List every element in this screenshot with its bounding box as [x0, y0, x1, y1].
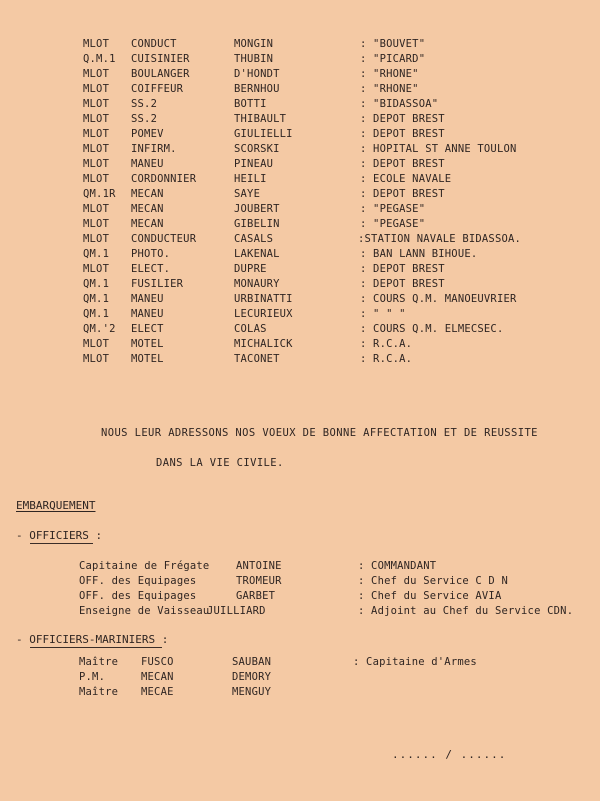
crew-assignment: : R.C.A.: [360, 338, 413, 350]
crew-row: [0, 218, 600, 233]
crew-assignment: : "PICARD": [360, 53, 426, 65]
crew-name: MONAURY: [234, 278, 280, 290]
crew-row: [0, 338, 600, 353]
petty-officer-specialty: FUSCO: [141, 656, 174, 668]
wishes-line-1: NOUS LEUR ADRESSONS NOS VOEUX DE BONNE AFFECTATION ET DE REUSSITE: [101, 427, 538, 439]
crew-assignment: : "RHONE": [360, 83, 419, 95]
crew-name: URBINATTI: [234, 293, 293, 305]
crew-assignment: : "PEGASE": [360, 203, 426, 215]
officer-role: : Chef du Service C D N: [358, 575, 508, 587]
officers-heading: [16, 529, 102, 542]
crew-grade: MLOT: [83, 338, 110, 350]
crew-specialty: COIFFEUR: [131, 83, 184, 95]
crew-specialty: CONDUCTEUR: [131, 233, 197, 245]
officer-rank: OFF. des Equipages: [79, 590, 197, 602]
crew-assignment: : " " ": [360, 308, 406, 320]
crew-assignment: :STATION NAVALE BIDASSOA.: [358, 233, 522, 245]
crew-row: [0, 38, 600, 53]
crew-grade: MLOT: [83, 218, 110, 230]
crew-name: D'HONDT: [234, 68, 280, 80]
crew-specialty: INFIRM.: [131, 143, 177, 155]
crew-specialty: MECAN: [131, 218, 164, 230]
crew-row: [0, 158, 600, 173]
crew-row: [0, 293, 600, 308]
crew-name: TACONET: [234, 353, 280, 365]
crew-grade: QM.1: [83, 293, 110, 305]
officer-name: JUILLIARD: [207, 605, 266, 617]
crew-row: [0, 203, 600, 218]
crew-name: LECURIEUX: [234, 308, 293, 320]
petty-officers-heading: [16, 633, 168, 646]
officer-name: ANTOINE: [236, 560, 282, 572]
officer-role: : COMMANDANT: [358, 560, 437, 572]
crew-grade: MLOT: [83, 98, 110, 110]
crew-assignment: : DEPOT BREST: [360, 263, 445, 275]
crew-assignment: : "BOUVET": [360, 38, 426, 50]
crew-row: [0, 353, 600, 368]
crew-grade: MLOT: [83, 128, 110, 140]
crew-assignment: : COURS Q.M. MANOEUVRIER: [360, 293, 517, 305]
crew-name: JOUBERT: [234, 203, 280, 215]
petty-officer-specialty: MECAN: [141, 671, 174, 683]
officer-role: : Chef du Service AVIA: [358, 590, 502, 602]
officer-name: GARBET: [236, 590, 276, 602]
officers-heading-label: - OFFICIERS :: [16, 529, 103, 542]
crew-grade: MLOT: [83, 173, 110, 185]
crew-assignment: : DEPOT BREST: [360, 113, 445, 125]
crew-row: [0, 68, 600, 83]
crew-specialty: MOTEL: [131, 338, 164, 350]
petty-officer-rank: Maître: [79, 656, 119, 668]
crew-assignment: : "PEGASE": [360, 218, 426, 230]
crew-name: SAYE: [234, 188, 261, 200]
crew-name: MICHALICK: [234, 338, 293, 350]
crew-row: [0, 248, 600, 263]
crew-specialty: FUSILIER: [131, 278, 184, 290]
crew-row: [0, 263, 600, 278]
petty-officer-row: [0, 686, 600, 701]
crew-grade: MLOT: [83, 68, 110, 80]
crew-row: [0, 323, 600, 338]
crew-grade: MLOT: [83, 233, 110, 245]
crew-grade: MLOT: [83, 203, 110, 215]
crew-grade: MLOT: [83, 113, 110, 125]
crew-row: [0, 113, 600, 128]
crew-grade: QM.1: [83, 308, 110, 320]
officer-row: [0, 560, 600, 575]
officer-role: : Adjoint au Chef du Service CDN.: [358, 605, 574, 617]
crew-grade: QM.1: [83, 278, 110, 290]
crew-specialty: MECAN: [131, 203, 164, 215]
crew-grade: QM.'2: [83, 323, 116, 335]
crew-assignment: : DEPOT BREST: [360, 278, 445, 290]
petty-officer-rank: Maître: [79, 686, 119, 698]
crew-specialty: MECAN: [131, 188, 164, 200]
crew-name: MONGIN: [234, 38, 274, 50]
crew-grade: MLOT: [83, 143, 110, 155]
officer-row: [0, 605, 600, 620]
petty-officer-row: [0, 656, 600, 671]
crew-specialty: ELECT: [131, 323, 164, 335]
crew-grade: MLOT: [83, 158, 110, 170]
officer-rank: Capitaine de Frégate: [79, 560, 210, 572]
officer-name: TROMEUR: [236, 575, 282, 587]
crew-name: GIULIELLI: [234, 128, 293, 140]
crew-row: [0, 143, 600, 158]
crew-assignment: : DEPOT BREST: [360, 128, 445, 140]
wishes-line-2: DANS LA VIE CIVILE.: [156, 457, 284, 469]
crew-specialty: SS.2: [131, 98, 158, 110]
embarkation-heading: EMBARQUEMENT: [16, 499, 96, 512]
crew-name: COLAS: [234, 323, 267, 335]
officer-row: [0, 590, 600, 605]
crew-grade: Q.M.1: [83, 53, 116, 65]
officer-row: [0, 575, 600, 590]
crew-assignment: : HOPITAL ST ANNE TOULON: [360, 143, 517, 155]
crew-row: [0, 83, 600, 98]
crew-specialty: PHOTO.: [131, 248, 171, 260]
crew-name: CASALS: [234, 233, 274, 245]
crew-specialty: MANEU: [131, 293, 164, 305]
officer-rank: OFF. des Equipages: [79, 575, 197, 587]
petty-officer-name: SAUBAN: [232, 656, 272, 668]
crew-specialty: MOTEL: [131, 353, 164, 365]
crew-grade: QM.1R: [83, 188, 116, 200]
petty-officer-rank: P.M.: [79, 671, 106, 683]
crew-name: SCORSKI: [234, 143, 280, 155]
crew-specialty: BOULANGER: [131, 68, 190, 80]
petty-officers-heading-label: - OFFICIERS-MARINIERS :: [16, 633, 169, 646]
crew-specialty: SS.2: [131, 113, 158, 125]
crew-specialty: POMEV: [131, 128, 164, 140]
crew-name: THUBIN: [234, 53, 274, 65]
crew-specialty: CUISINIER: [131, 53, 190, 65]
crew-row: [0, 98, 600, 113]
petty-officer-name: DEMORY: [232, 671, 272, 683]
crew-specialty: MANEU: [131, 158, 164, 170]
crew-grade: QM.1: [83, 248, 110, 260]
crew-name: LAKENAL: [234, 248, 280, 260]
crew-name: BOTTI: [234, 98, 267, 110]
crew-assignment: : "BIDASSOA": [360, 98, 439, 110]
petty-officer-row: [0, 671, 600, 686]
petty-officer-role: : Capitaine d'Armes: [353, 656, 477, 668]
page-continuation-marker: ...... / ......: [392, 748, 507, 761]
crew-specialty: CORDONNIER: [131, 173, 197, 185]
petty-officer-name: MENGUY: [232, 686, 272, 698]
crew-name: DUPRE: [234, 263, 267, 275]
crew-assignment: : BAN LANN BIHOUE.: [360, 248, 478, 260]
crew-row: [0, 188, 600, 203]
officers-heading-underline: [30, 543, 93, 544]
crew-grade: MLOT: [83, 353, 110, 365]
crew-specialty: MANEU: [131, 308, 164, 320]
crew-row: [0, 173, 600, 188]
crew-name: GIBELIN: [234, 218, 280, 230]
crew-name: HEILI: [234, 173, 267, 185]
crew-assignment: : R.C.A.: [360, 353, 413, 365]
crew-assignment: : "RHONE": [360, 68, 419, 80]
crew-grade: MLOT: [83, 83, 110, 95]
petty-officer-specialty: MECAE: [141, 686, 174, 698]
officer-rank: Enseigne de Vaisseau: [79, 605, 210, 617]
crew-grade: MLOT: [83, 263, 110, 275]
crew-grade: MLOT: [83, 38, 110, 50]
crew-specialty: CONDUCT: [131, 38, 177, 50]
crew-row: [0, 308, 600, 323]
crew-assignment: : ECOLE NAVALE: [360, 173, 452, 185]
petty-officers-heading-underline: [30, 647, 162, 648]
crew-name: BERNHOU: [234, 83, 280, 95]
crew-assignment: : DEPOT BREST: [360, 158, 445, 170]
crew-row: [0, 233, 600, 248]
crew-row: [0, 278, 600, 293]
crew-name: THIBAULT: [234, 113, 287, 125]
crew-assignment: : DEPOT BREST: [360, 188, 445, 200]
crew-row: [0, 128, 600, 143]
crew-specialty: ELECT.: [131, 263, 171, 275]
crew-row: [0, 53, 600, 68]
crew-name: PINEAU: [234, 158, 274, 170]
crew-assignment: : COURS Q.M. ELMECSEC.: [360, 323, 504, 335]
